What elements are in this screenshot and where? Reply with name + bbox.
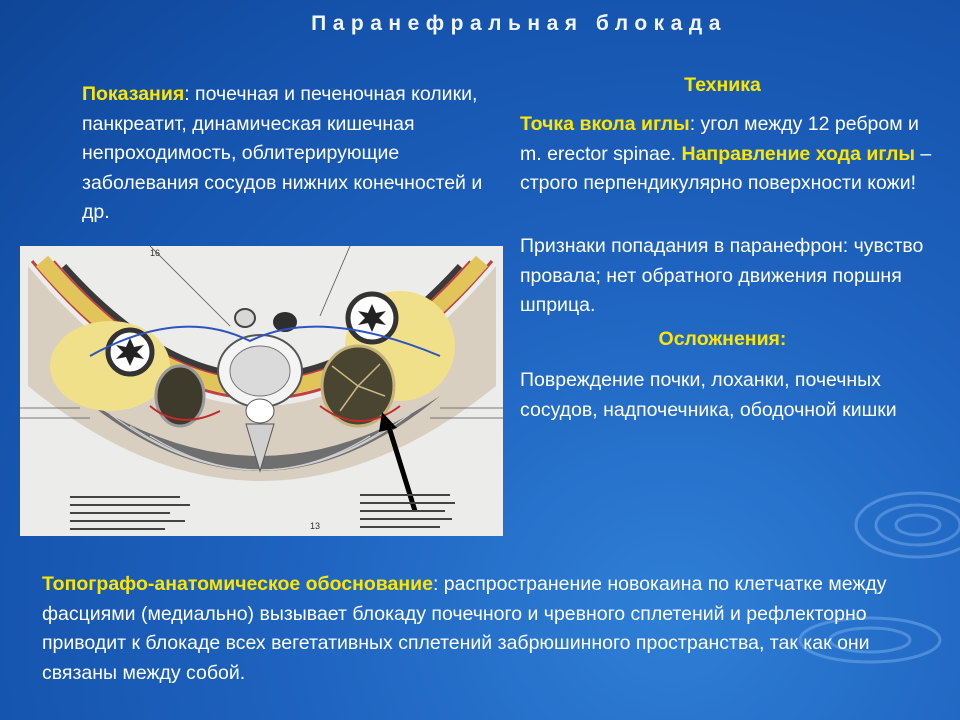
topography-label: Топографо-анатомическое обоснование — [42, 573, 433, 595]
complications-paragraph: Повреждение почки, лоханки, почечных сосудов, надпочечника, ободочной кишки — [520, 369, 897, 421]
slide-title: Паранефральная блокада — [311, 12, 727, 35]
complications-heading: Осложнения: — [658, 328, 787, 350]
technique-heading: Техника — [684, 74, 761, 96]
indications-label: Показания — [82, 83, 185, 105]
needle-point-label: Точка вкола иглы — [520, 113, 690, 135]
indications-text: : почечная и печеночная колики, панкреатит, динамическая кишечная непроходимость, облитерирующие заболевания сосудов нижних конечностей и др. — [82, 83, 483, 223]
needle-direction-label: Направление хода иглы — [681, 142, 916, 165]
topography-paragraph — [42, 570, 922, 688]
anatomy-cross-section-image — [20, 246, 503, 536]
needle-direction-text: – строго перпендикулярно поверхности кожи! — [520, 142, 932, 194]
technique-paragraph — [520, 110, 940, 199]
needle-point-text: : угол между 12 ребром и m. erector spinae. — [520, 113, 919, 165]
indications-paragraph — [82, 80, 502, 228]
topography-text: : распространение новокаина по клетчатке между фасциями (медиально) вызывает блокаду почечного и чревного сплетений и рефлекторно приводит к блокаде всех вегетативных сплетений забрюшинного пространства, так как они связаны между собой. — [42, 573, 887, 684]
anatomy-illustration — [20, 246, 503, 536]
diagram-label-top: 16 — [150, 248, 161, 258]
diagram-label-bottom: 13 — [310, 521, 321, 531]
signs-paragraph: Признаки попадания в паранефрон: чувство провала; нет обратного движения поршня шприца. — [520, 235, 924, 316]
